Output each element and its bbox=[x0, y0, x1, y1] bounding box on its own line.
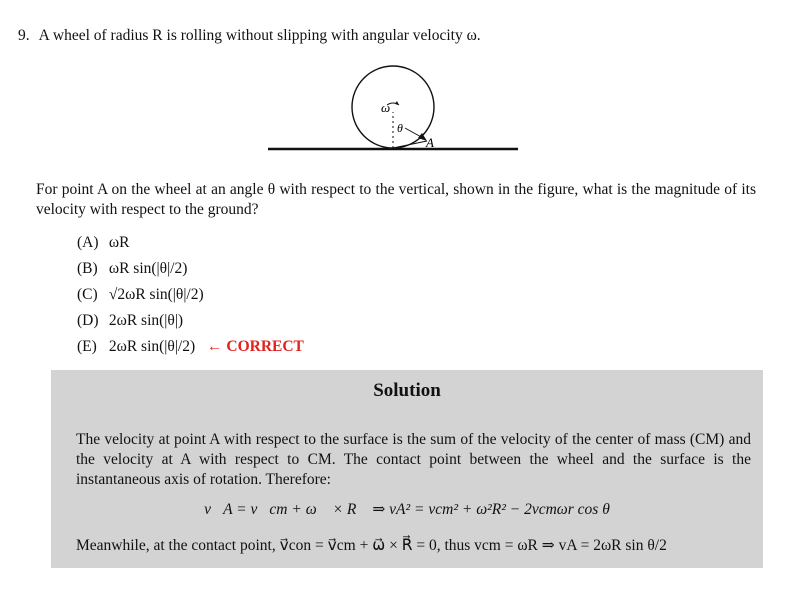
option-text: 2ωR sin(|θ|) bbox=[108, 312, 184, 329]
option-label: (A) bbox=[77, 234, 99, 251]
correct-label: CORRECT bbox=[226, 338, 304, 355]
option-label: (D) bbox=[77, 312, 99, 329]
solution-body: The velocity at point A with respect to the surface is the sum of the velocity of the center of mass (CM) and the velocity at A with respect to CM. The contact point between the wheel and the surface is the instantaneous axis of rotation. Therefore: bbox=[76, 431, 751, 488]
question-prompt: For point A on the wheel at an angle θ with respect to the vertical, shown in the figure, what is the magnitude of its velocity with respect to the ground? bbox=[36, 181, 756, 218]
option-label: (E) bbox=[77, 338, 97, 355]
solution-box bbox=[51, 370, 763, 568]
option-b[interactable] bbox=[77, 256, 304, 282]
option-text: 2ωR sin(|θ|/2) bbox=[108, 338, 196, 355]
question-text: A wheel of radius R is rolling without slipping with angular velocity ω. bbox=[38, 27, 481, 44]
option-d[interactable] bbox=[77, 308, 304, 334]
option-text: ωR bbox=[108, 234, 130, 251]
question-number: 9. bbox=[18, 27, 30, 44]
option-a[interactable] bbox=[77, 230, 304, 256]
point-a-label: A bbox=[426, 135, 434, 150]
option-c[interactable] bbox=[77, 282, 304, 308]
option-text: ωR sin(|θ|/2) bbox=[108, 260, 188, 277]
omega-label: ω bbox=[381, 100, 391, 115]
option-e[interactable] bbox=[77, 334, 304, 360]
solution-conclusion: Meanwhile, at the contact point, v⃗con = v⃗cm + ω⃗ × R⃗ = 0, thus vcm = ωR ⇒ vA = 2ωR sin θ/2 bbox=[76, 537, 667, 554]
wheel-figure bbox=[260, 62, 520, 157]
option-label: (C) bbox=[77, 286, 98, 303]
radius-line bbox=[393, 141, 427, 148]
correct-marker bbox=[207, 338, 304, 355]
question-statement bbox=[18, 27, 481, 45]
theta-label: θ bbox=[397, 121, 403, 135]
option-label: (B) bbox=[77, 260, 98, 277]
solution-title: Solution bbox=[373, 380, 441, 401]
option-text: √2ωR sin(|θ|/2) bbox=[108, 286, 204, 303]
left-arrow-icon: ← bbox=[207, 338, 223, 355]
answer-options bbox=[77, 230, 304, 360]
solution-equation: v⃗A = v⃗cm + ω⃗ × R⃗ ⇒ vA² = vcm² + ω²R² − 2vcmωr cos θ bbox=[204, 501, 610, 518]
